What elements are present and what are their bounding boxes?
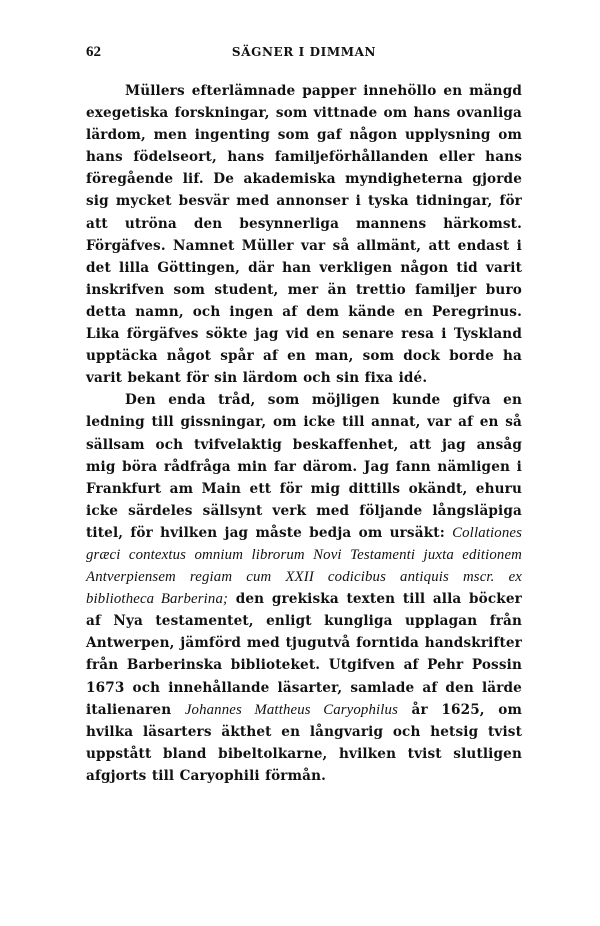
page-header	[86, 44, 522, 64]
latin-book-title: Collationes græci contextus omnium librorum Novi Testamenti juxta editionem Antverpiensem regiam cum XXII codicibus antiquis mscr. ex bibliotheca Barberina;	[86, 524, 522, 608]
paragraph-2-text-b: den grekiska texten till alla böcker af Nya testamentet, enligt kungliga upplagan från Antwerpen, jämförd med tjugutvå forntida handskrifter från Barberinska biblioteket. Utgifven af Pehr Possin 1673 och innehållande läsarter, samlade af den lärde italienaren	[86, 591, 522, 718]
scholar-name: Johannes Mattheus Caryophilus	[184, 701, 399, 718]
paragraph-2-text-a: Den enda tråd, som möjligen kunde gifva en ledning till gissningar, om icke till annat, var af en så sällsam och tvifvelaktig beskaffenhet, att jag ansåg mig böra rådfråga min far därom. Jag fann nämligen i Frankfurt am Main ett för mig dittills okändt, ehuru icke särdeles sällsynt verk med följande långsläpiga titel, för hvilken jag måste bedja om ursäkt:	[86, 392, 522, 541]
running-title: SÄGNER I DIMMAN	[231, 45, 377, 59]
body-text	[86, 80, 522, 787]
paragraph-2	[86, 389, 522, 787]
paragraph-1: Müllers efterlämnade papper innehöllo en mängd exegetiska forskningar, som vittnade om hans ovanliga lärdom, men ingenting som gaf någon upplysning om hans födelseort, hans familjeförhållanden eller hans föregående lif. De akademiska myndigheterna gjorde sig mycket besvär med annonser i tyska tidningar, för att utröna den besynnerliga mannens härkomst. Förgäfves. Namnet Müller var så allmänt, att endast i det lilla Göttingen, där han verkligen någon tid varit inskrifven som student, mer än trettio familjer buro detta namn, och ingen af dem kände en Peregrinus. Lika förgäfves sökte jag vid en senare resa i Tyskland upptäcka något spår af en man, som dock borde ha varit bekant för sin lärdom och sin fixa idé.	[86, 83, 522, 387]
paragraph-2-text-c: år 1625, om hvilka läsarters äkthet en långvarig och hetsig tvist uppstått bland bibeltolkarne, hvilken tvist slutligen afgjorts till Caryophili förmån.	[86, 701, 522, 784]
page-number: 62	[86, 44, 101, 60]
